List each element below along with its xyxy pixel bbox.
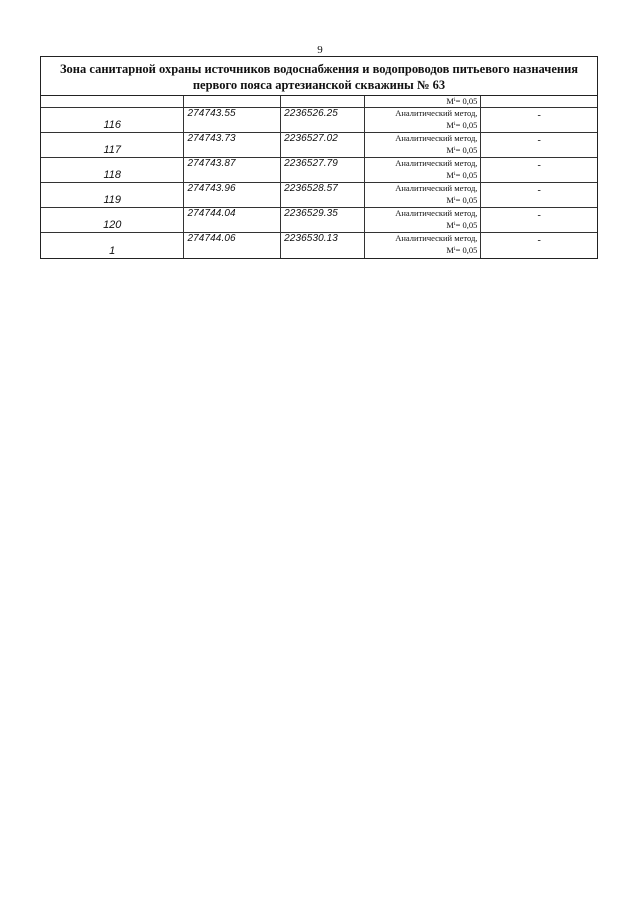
cell-error — [481, 96, 597, 107]
cell-point — [41, 183, 184, 207]
table-row-carryover — [41, 96, 597, 108]
cell-y — [281, 158, 365, 182]
method-name: Аналитический метод, — [395, 108, 478, 118]
table-title-line-1: Зона санитарной охраны источников водоснабжения и водопроводов питьевого назначения — [59, 62, 579, 76]
cell-method — [365, 96, 482, 107]
table-row — [41, 133, 597, 158]
cell-point — [41, 208, 184, 232]
coordinate-x: 274743.96 — [187, 183, 236, 194]
method-accuracy: Mⁱ= 0,05 — [446, 119, 478, 130]
coordinate-y: 2236527.02 — [284, 133, 338, 144]
cell-method — [365, 133, 482, 157]
cell-point — [41, 133, 184, 157]
coordinate-y: 2236526.25 — [284, 108, 338, 119]
table-row — [41, 108, 597, 133]
coordinate-x: 274743.87 — [187, 158, 236, 169]
point-number: 1 — [109, 245, 116, 257]
cell-x — [184, 96, 281, 107]
cell-error — [481, 183, 597, 207]
point-number: 117 — [103, 144, 122, 156]
point-number: 120 — [103, 219, 122, 231]
cell-x — [184, 233, 281, 258]
method-accuracy: Mⁱ= 0,05 — [446, 96, 478, 106]
error-value: - — [537, 160, 541, 171]
coordinate-y: 2236528.57 — [284, 183, 338, 194]
method-name: Аналитический метод, — [395, 183, 478, 193]
cell-point — [41, 158, 184, 182]
coordinate-x: 274743.55 — [187, 108, 236, 119]
cell-point — [41, 108, 184, 132]
cell-error — [481, 233, 597, 258]
error-value: - — [537, 135, 541, 146]
method-accuracy: Mⁱ= 0,05 — [446, 219, 478, 230]
error-value: - — [537, 235, 541, 246]
method-accuracy: Mⁱ= 0,05 — [446, 244, 478, 255]
method-name: Аналитический метод, — [395, 158, 478, 168]
cell-x — [184, 108, 281, 132]
cell-error — [481, 208, 597, 232]
method-name: Аналитический метод, — [395, 208, 478, 218]
error-value: - — [537, 210, 541, 221]
method-accuracy: Mⁱ= 0,05 — [446, 144, 478, 155]
cell-error — [481, 133, 597, 157]
table-row — [41, 158, 597, 183]
table-row — [41, 208, 597, 233]
point-number: 116 — [103, 119, 122, 131]
cell-method — [365, 158, 482, 182]
cell-y — [281, 96, 365, 107]
coordinate-x: 274743.73 — [187, 133, 236, 144]
table-title-line-2: первого пояса артезианской скважины № 63 — [192, 78, 446, 92]
cell-y — [281, 108, 365, 132]
cell-method — [365, 233, 482, 258]
cell-x — [184, 183, 281, 207]
cell-y — [281, 183, 365, 207]
coordinate-y: 2236529.35 — [284, 208, 338, 219]
cell-y — [281, 133, 365, 157]
cell-method — [365, 108, 482, 132]
cell-point — [41, 96, 184, 107]
table-title — [41, 57, 597, 96]
coordinate-x: 274744.04 — [187, 208, 236, 219]
coordinate-y: 2236530.13 — [284, 233, 338, 244]
method-name: Аналитический метод, — [395, 233, 478, 243]
coordinate-y: 2236527.79 — [284, 158, 338, 169]
table-row — [41, 183, 597, 208]
cell-y — [281, 233, 365, 258]
cell-method — [365, 183, 482, 207]
point-number: 119 — [103, 194, 122, 206]
table-row — [41, 233, 597, 258]
cell-method — [365, 208, 482, 232]
cell-error — [481, 158, 597, 182]
page-number: 9 — [317, 44, 323, 56]
cell-y — [281, 208, 365, 232]
cell-x — [184, 208, 281, 232]
cell-error — [481, 108, 597, 132]
cell-point — [41, 233, 184, 258]
boundary-table — [40, 56, 598, 259]
coordinate-x: 274744.06 — [187, 233, 236, 244]
method-accuracy: Mⁱ= 0,05 — [446, 169, 478, 180]
point-number: 118 — [103, 169, 122, 181]
cell-x — [184, 133, 281, 157]
method-accuracy: Mⁱ= 0,05 — [446, 194, 478, 205]
method-name: Аналитический метод, — [395, 133, 478, 143]
error-value: - — [537, 185, 541, 196]
error-value: - — [537, 110, 541, 121]
cell-x — [184, 158, 281, 182]
